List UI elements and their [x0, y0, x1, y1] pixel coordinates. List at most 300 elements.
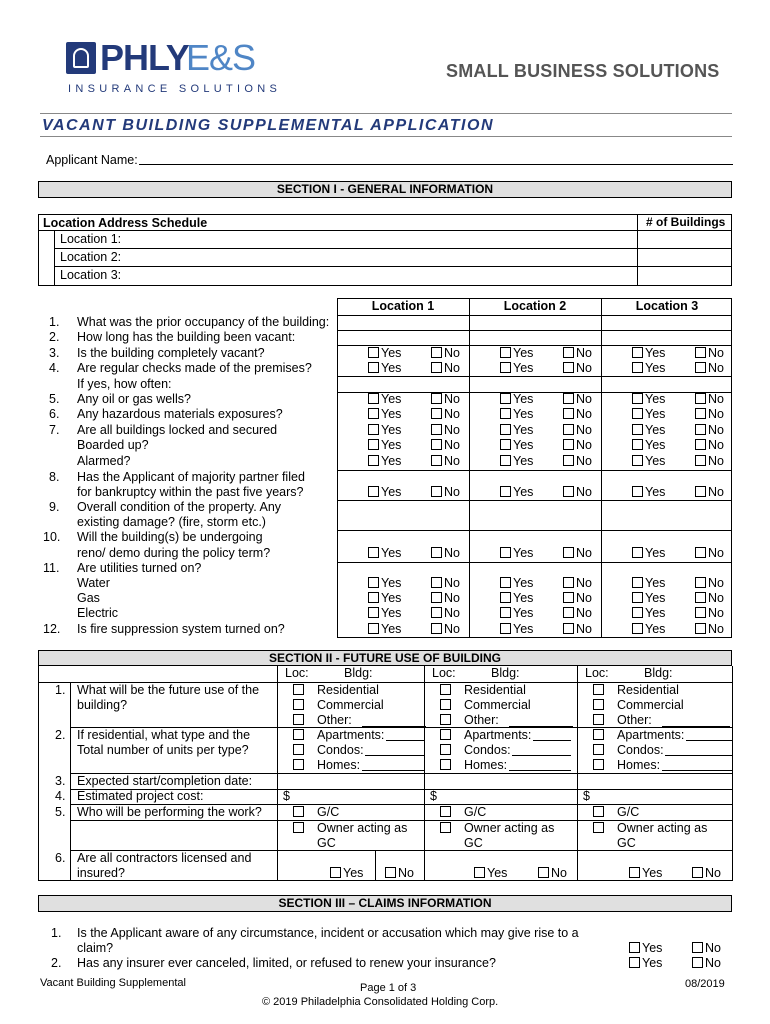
q5-loc3-no[interactable]: No: [695, 392, 724, 407]
question-line: Has the Applicant of majority partner filed: [77, 470, 305, 484]
checkbox-icon: [440, 744, 451, 755]
claims-q2-yes[interactable]: Yes: [629, 956, 662, 971]
location-3-field[interactable]: Location 3:: [60, 268, 122, 282]
gc-option-3[interactable]: [593, 805, 606, 820]
footer-form-name: Vacant Building Supplemental: [40, 977, 186, 989]
checkbox-icon: [368, 424, 379, 435]
checkbox-icon: [431, 362, 442, 373]
q10-loc2-no[interactable]: No: [563, 546, 592, 561]
units-field[interactable]: [665, 755, 732, 756]
checkbox-icon: [431, 455, 442, 466]
question-line: Boarded up?: [77, 438, 149, 452]
other-field[interactable]: [509, 726, 573, 727]
question-line: What was the prior occupancy of the building:: [77, 315, 330, 329]
res-option-3-0[interactable]: [593, 728, 606, 743]
contractors-q-line2: insured?: [77, 866, 125, 880]
owner-label-line1: Owner acting as: [617, 821, 708, 835]
question-line: Overall condition of the property. Any: [77, 500, 282, 514]
question-line: Are regular checks made of the premises?: [77, 361, 312, 375]
q7-boarded-loc1-yes[interactable]: Yes: [368, 438, 401, 453]
checkbox-icon: [632, 347, 643, 358]
checkbox-icon: [431, 577, 442, 588]
checkbox-icon: [538, 867, 549, 878]
q5-loc2-no[interactable]: No: [563, 392, 592, 407]
question-line: existing damage? (fire, storm etc.): [77, 515, 266, 529]
use-option-2-2[interactable]: [440, 713, 453, 728]
q4-loc2-no[interactable]: No: [563, 361, 592, 376]
other-field[interactable]: [662, 726, 730, 727]
checkbox-icon: [563, 623, 574, 634]
res-option-1-2[interactable]: [293, 758, 306, 773]
q3-loc1-no[interactable]: No: [431, 346, 460, 361]
checkbox-icon: [440, 684, 451, 695]
checkbox-icon: [440, 714, 451, 725]
applicant-name-label: Applicant Name:: [46, 153, 138, 167]
q11-electric-loc3-no[interactable]: No: [695, 606, 724, 621]
checkbox-icon: [593, 714, 604, 725]
checkbox-icon: [632, 486, 643, 497]
q5-loc3-yes[interactable]: Yes: [632, 392, 665, 407]
q11-gas-loc3-yes[interactable]: Yes: [632, 591, 665, 606]
units-field[interactable]: [509, 770, 571, 771]
residential-q-line1: If residential, what type and the: [77, 728, 251, 742]
claims-q2-no[interactable]: No: [692, 956, 721, 971]
q10-loc2-yes[interactable]: Yes: [500, 546, 533, 561]
question-line: How long has the building been vacant:: [77, 330, 296, 344]
checkbox-icon: [632, 362, 643, 373]
q3-loc1-yes[interactable]: Yes: [368, 346, 401, 361]
q7-loc3-no[interactable]: No: [695, 423, 724, 438]
q8-loc3-no[interactable]: No: [695, 485, 724, 500]
use-option-label: Residential: [317, 683, 379, 697]
contractors-q-line1: Are all contractors licensed and: [77, 851, 252, 865]
checkbox-icon: [632, 577, 643, 588]
use-option-label: Residential: [464, 683, 526, 697]
q5-loc2-yes[interactable]: Yes: [500, 392, 533, 407]
owner-label-line2: GC: [617, 836, 636, 850]
checkbox-icon: [385, 867, 396, 878]
checkbox-icon: [695, 424, 706, 435]
checkbox-icon: [692, 942, 703, 953]
question-line: Any hazardous materials exposures?: [77, 407, 283, 421]
checkbox-icon: [330, 867, 341, 878]
owner-label-line2: GC: [317, 836, 336, 850]
q12-loc3-no[interactable]: No: [695, 622, 724, 637]
gc-label: G/C: [464, 805, 487, 819]
q5-loc1-no[interactable]: No: [431, 392, 460, 407]
title-rule-top: [40, 113, 732, 114]
q8-loc1-yes[interactable]: Yes: [368, 485, 401, 500]
checkbox-icon: [593, 822, 604, 833]
checkbox-icon: [431, 486, 442, 497]
checkbox-icon: [431, 347, 442, 358]
checkbox-icon: [593, 684, 604, 695]
q7-boarded-loc1-no[interactable]: No: [431, 438, 460, 453]
checkbox-icon: [632, 424, 643, 435]
checkbox-icon: [440, 729, 451, 740]
q7-alarmed-loc2-yes[interactable]: Yes: [500, 454, 533, 469]
checkbox-icon: [500, 486, 511, 497]
question-line: Water: [77, 576, 110, 590]
q6-loc2-no[interactable]: No: [563, 407, 592, 422]
checkbox-icon: [368, 393, 379, 404]
q11-water-loc2-yes[interactable]: Yes: [500, 576, 533, 591]
checkbox-icon: [368, 439, 379, 450]
contractors-loc3-no[interactable]: No: [692, 866, 721, 881]
q6-loc1-no[interactable]: No: [431, 407, 460, 422]
claims-q2: Has any insurer ever canceled, limited, or refused to renew your insurance?: [77, 956, 496, 970]
q7-loc1-no[interactable]: No: [431, 423, 460, 438]
q12-loc1-no[interactable]: No: [431, 622, 460, 637]
q6-loc2-yes[interactable]: Yes: [500, 407, 533, 422]
checkbox-icon: [368, 592, 379, 603]
buildings-header: # of Buildings: [646, 215, 726, 229]
q10-loc3-yes[interactable]: Yes: [632, 546, 665, 561]
res-option-1-0[interactable]: [293, 728, 306, 743]
checkbox-icon: [500, 424, 511, 435]
gc-option-1[interactable]: [293, 805, 306, 820]
owner-label-line1: Owner acting as: [464, 821, 555, 835]
q11-electric-loc1-yes[interactable]: Yes: [368, 606, 401, 621]
location-1-field[interactable]: Location 1:: [60, 232, 122, 246]
q10-loc3-no[interactable]: No: [695, 546, 724, 561]
checkbox-icon: [293, 822, 304, 833]
checkbox-icon: [563, 393, 574, 404]
q11-gas-loc2-yes[interactable]: Yes: [500, 591, 533, 606]
checkbox-icon: [500, 362, 511, 373]
checkbox-icon: [368, 577, 379, 588]
owner-option-3[interactable]: [593, 821, 606, 836]
owner-option-2[interactable]: [440, 821, 453, 836]
checkbox-icon: [368, 408, 379, 419]
checkbox-icon: [695, 577, 706, 588]
res-option-label: Apartments:: [464, 728, 532, 742]
checkbox-icon: [293, 759, 304, 770]
res-option-2-1[interactable]: [440, 743, 453, 758]
checkbox-icon: [500, 577, 511, 588]
checkbox-icon: [431, 547, 442, 558]
checkbox-icon: [692, 957, 703, 968]
start-date-q: Expected start/completion date:: [77, 774, 253, 788]
units-field[interactable]: [365, 755, 424, 756]
checkbox-icon: [563, 408, 574, 419]
q3-loc3-yes[interactable]: Yes: [632, 346, 665, 361]
checkbox-icon: [440, 822, 451, 833]
q11-water-loc1-no[interactable]: No: [431, 576, 460, 591]
checkbox-icon: [293, 729, 304, 740]
units-field[interactable]: [533, 740, 571, 741]
question-line: Will the building(s) be undergoing: [77, 530, 263, 544]
contractors-loc3-yes[interactable]: Yes: [629, 866, 662, 881]
checkbox-icon: [632, 455, 643, 466]
checkbox-icon: [563, 362, 574, 373]
q11-gas-loc1-no[interactable]: No: [431, 591, 460, 606]
checkbox-icon: [500, 547, 511, 558]
q11-electric-loc2-no[interactable]: No: [563, 606, 592, 621]
q8-loc3-yes[interactable]: Yes: [632, 485, 665, 500]
who-performs-q: Who will be performing the work?: [77, 805, 262, 819]
q4-loc1-no[interactable]: No: [431, 361, 460, 376]
units-field[interactable]: [662, 770, 732, 771]
q11-electric-loc2-yes[interactable]: Yes: [500, 606, 533, 621]
future-use-q-line2: building?: [77, 698, 128, 712]
checkbox-icon: [431, 607, 442, 618]
units-field[interactable]: [686, 740, 732, 741]
question-line: reno/ demo during the policy term?: [77, 546, 271, 560]
q3-loc2-no[interactable]: No: [563, 346, 592, 361]
res-option-1-1[interactable]: [293, 743, 306, 758]
use-option-label: Other:: [464, 713, 499, 727]
q11-electric-loc3-yes[interactable]: Yes: [632, 606, 665, 621]
section1-header: SECTION I - GENERAL INFORMATION: [38, 181, 732, 198]
checkbox-icon: [632, 393, 643, 404]
res-option-label: Condos:: [317, 743, 364, 757]
checkbox-icon: [368, 623, 379, 634]
q7-loc2-no[interactable]: No: [563, 423, 592, 438]
logo-subtitle: INSURANCE SOLUTIONS: [68, 83, 282, 95]
future-use-q-line1: What will be the future use of the: [77, 683, 260, 697]
question-line: Gas: [77, 591, 100, 605]
cost-dollar: $: [583, 789, 590, 803]
schedule-title: Location Address Schedule: [43, 216, 208, 230]
q7-alarmed-loc2-no[interactable]: No: [563, 454, 592, 469]
q11-gas-loc2-no[interactable]: No: [563, 591, 592, 606]
checkbox-icon: [368, 347, 379, 358]
res-option-label: Condos:: [464, 743, 511, 757]
q4-loc1-yes[interactable]: Yes: [368, 361, 401, 376]
checkbox-icon: [695, 408, 706, 419]
q8-loc2-yes[interactable]: Yes: [500, 485, 533, 500]
checkbox-icon: [368, 362, 379, 373]
q11-gas-loc1-yes[interactable]: Yes: [368, 591, 401, 606]
use-option-3-0[interactable]: [593, 683, 606, 698]
checkbox-icon: [629, 942, 640, 953]
question-line: Are utilities turned on?: [77, 561, 202, 575]
use-option-3-2[interactable]: [593, 713, 606, 728]
checkbox-icon: [629, 867, 640, 878]
cost-dollar: $: [430, 789, 437, 803]
checkbox-icon: [563, 424, 574, 435]
bldg-label-1: Bldg:: [344, 666, 373, 680]
use-option-3-1[interactable]: [593, 698, 606, 713]
q11-water-loc2-no[interactable]: No: [563, 576, 592, 591]
checkbox-icon: [629, 957, 640, 968]
checkbox-icon: [563, 486, 574, 497]
q7-loc2-yes[interactable]: Yes: [500, 423, 533, 438]
q7-boarded-loc2-yes[interactable]: Yes: [500, 438, 533, 453]
q10-loc1-yes[interactable]: Yes: [368, 546, 401, 561]
checkbox-icon: [500, 393, 511, 404]
loc-label-2: Loc:: [432, 666, 456, 680]
q4-loc3-no[interactable]: No: [695, 361, 724, 376]
owner-label-line2: GC: [464, 836, 483, 850]
checkbox-icon: [500, 347, 511, 358]
contractors-loc1-yes[interactable]: Yes: [330, 866, 363, 881]
claims-q1-no[interactable]: No: [692, 941, 721, 956]
loc-label-1: Loc:: [285, 666, 309, 680]
checkbox-icon: [440, 759, 451, 770]
checkbox-icon: [632, 607, 643, 618]
checkbox-icon: [563, 577, 574, 588]
q7-boarded-loc2-no[interactable]: No: [563, 438, 592, 453]
checkbox-icon: [563, 439, 574, 450]
checkbox-icon: [368, 547, 379, 558]
res-option-3-1[interactable]: [593, 743, 606, 758]
res-option-2-0[interactable]: [440, 728, 453, 743]
checkbox-icon: [500, 408, 511, 419]
checkbox-icon: [695, 393, 706, 404]
checkbox-icon: [368, 486, 379, 497]
section3-header: SECTION III – CLAIMS INFORMATION: [38, 895, 732, 912]
res-option-label: Apartments:: [317, 728, 385, 742]
footer-copyright: © 2019 Philadelphia Consolidated Holding Corp.: [262, 996, 499, 1008]
units-field[interactable]: [512, 755, 571, 756]
bldg-label-3: Bldg:: [644, 666, 673, 680]
claims-q1-line1: Is the Applicant aware of any circumstance, incident or accusation which may give rise to a: [77, 926, 579, 940]
q4-loc3-yes[interactable]: Yes: [632, 361, 665, 376]
contractors-loc2-yes[interactable]: Yes: [474, 866, 507, 881]
res-option-3-2[interactable]: [593, 758, 606, 773]
checkbox-icon: [293, 744, 304, 755]
question-line: If yes, how often:: [77, 377, 172, 391]
checkbox-icon: [632, 547, 643, 558]
checkbox-icon: [293, 806, 304, 817]
checkbox-icon: [692, 867, 703, 878]
q7-alarmed-loc1-no[interactable]: No: [431, 454, 460, 469]
checkbox-icon: [632, 623, 643, 634]
q7-alarmed-loc3-no[interactable]: No: [695, 454, 724, 469]
checkbox-icon: [474, 867, 485, 878]
units-field[interactable]: [362, 770, 424, 771]
res-option-label: Apartments:: [617, 728, 685, 742]
checkbox-icon: [440, 699, 451, 710]
q7-loc1-yes[interactable]: Yes: [368, 423, 401, 438]
question-line: Is the building completely vacant?: [77, 346, 265, 360]
project-cost-q: Estimated project cost:: [77, 789, 204, 803]
checkbox-icon: [563, 592, 574, 603]
checkbox-icon: [431, 424, 442, 435]
question-line: Are all buildings locked and secured: [77, 423, 278, 437]
gc-label: G/C: [617, 805, 640, 819]
checkbox-icon: [695, 607, 706, 618]
q12-loc2-yes[interactable]: Yes: [500, 622, 533, 637]
res-option-label: Condos:: [617, 743, 664, 757]
q6-loc3-yes[interactable]: Yes: [632, 407, 665, 422]
checkbox-icon: [293, 684, 304, 695]
checkbox-icon: [593, 759, 604, 770]
checkbox-icon: [695, 439, 706, 450]
checkbox-icon: [563, 547, 574, 558]
checkbox-icon: [431, 393, 442, 404]
q3-loc3-no[interactable]: No: [695, 346, 724, 361]
q5-loc1-yes[interactable]: Yes: [368, 392, 401, 407]
checkbox-icon: [500, 607, 511, 618]
q7-boarded-loc3-no[interactable]: No: [695, 438, 724, 453]
claims-q1-line2: claim?: [77, 941, 114, 955]
use-option-2-0[interactable]: [440, 683, 453, 698]
use-option-label: Commercial: [464, 698, 531, 712]
use-option-label: Commercial: [617, 698, 684, 712]
checkbox-icon: [293, 714, 304, 725]
question-line: Electric: [77, 606, 118, 620]
checkbox-icon: [632, 408, 643, 419]
other-field[interactable]: [362, 726, 426, 727]
res-option-2-2[interactable]: [440, 758, 453, 773]
q6-loc3-no[interactable]: No: [695, 407, 724, 422]
contractors-loc2-no[interactable]: No: [538, 866, 567, 881]
q7-alarmed-loc3-yes[interactable]: Yes: [632, 454, 665, 469]
applicant-name-field[interactable]: [139, 164, 733, 165]
residential-q-line2: Total number of units per type?: [77, 743, 249, 757]
location-col-header-1: Location 1: [371, 299, 435, 313]
checkbox-icon: [500, 439, 511, 450]
checkbox-icon: [593, 744, 604, 755]
use-option-2-1[interactable]: [440, 698, 453, 713]
use-option-label: Other:: [317, 713, 352, 727]
claims-q1-yes[interactable]: Yes: [629, 941, 662, 956]
checkbox-icon: [563, 607, 574, 618]
question-line: for bankruptcy within the past five years?: [77, 485, 304, 499]
res-option-label: Homes:: [317, 758, 361, 772]
checkbox-icon: [632, 439, 643, 450]
use-option-1-1[interactable]: [293, 698, 306, 713]
footer-page: Page 1 of 3: [360, 982, 417, 994]
units-field[interactable]: [386, 740, 424, 741]
checkbox-icon: [563, 455, 574, 466]
checkbox-icon: [431, 592, 442, 603]
checkbox-icon: [695, 347, 706, 358]
location-2-field[interactable]: Location 2:: [60, 250, 122, 264]
q12-loc2-no[interactable]: No: [563, 622, 592, 637]
checkbox-icon: [500, 592, 511, 603]
q11-electric-loc1-no[interactable]: No: [431, 606, 460, 621]
q3-loc2-yes[interactable]: Yes: [500, 346, 533, 361]
q11-water-loc3-no[interactable]: No: [695, 576, 724, 591]
logo-es: E&S: [186, 37, 256, 78]
gc-option-2[interactable]: [440, 805, 453, 820]
checkbox-icon: [695, 455, 706, 466]
q7-boarded-loc3-yes[interactable]: Yes: [632, 438, 665, 453]
checkbox-icon: [431, 623, 442, 634]
q7-alarmed-loc1-yes[interactable]: Yes: [368, 454, 401, 469]
checkbox-icon: [632, 592, 643, 603]
res-option-label: Homes:: [617, 758, 661, 772]
q11-water-loc3-yes[interactable]: Yes: [632, 576, 665, 591]
use-option-1-0[interactable]: [293, 683, 306, 698]
owner-label-line1: Owner acting as: [317, 821, 408, 835]
q8-loc2-no[interactable]: No: [563, 485, 592, 500]
section2-header: SECTION II - FUTURE USE OF BUILDING: [38, 650, 732, 666]
q4-loc2-yes[interactable]: Yes: [500, 361, 533, 376]
contractors-loc1-no[interactable]: No: [385, 866, 414, 881]
checkbox-icon: [695, 623, 706, 634]
use-option-1-2[interactable]: [293, 713, 306, 728]
q12-loc3-yes[interactable]: Yes: [632, 622, 665, 637]
footer-date: 08/2019: [685, 978, 725, 990]
q12-loc1-yes[interactable]: Yes: [368, 622, 401, 637]
q11-gas-loc3-no[interactable]: No: [695, 591, 724, 606]
q10-loc1-no[interactable]: No: [431, 546, 460, 561]
q11-water-loc1-yes[interactable]: Yes: [368, 576, 401, 591]
q6-loc1-yes[interactable]: Yes: [368, 407, 401, 422]
location-col-header-2: Location 2: [503, 299, 567, 313]
q8-loc1-no[interactable]: No: [431, 485, 460, 500]
checkbox-icon: [431, 439, 442, 450]
q7-loc3-yes[interactable]: Yes: [632, 423, 665, 438]
question-line: Is fire suppression system turned on?: [77, 622, 285, 636]
bldg-label-2: Bldg:: [491, 666, 520, 680]
owner-option-1[interactable]: [293, 821, 306, 836]
